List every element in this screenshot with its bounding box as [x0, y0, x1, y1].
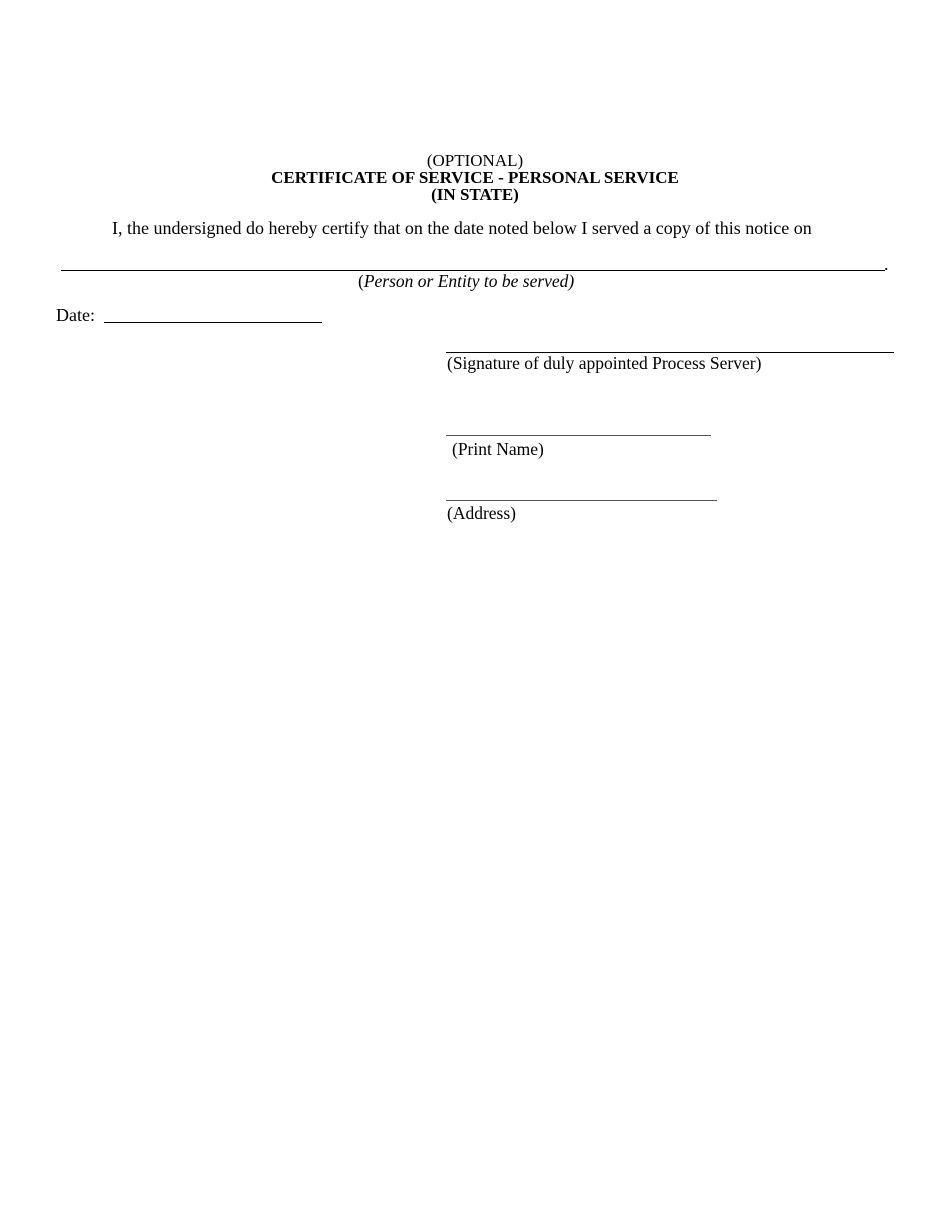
served-party-caption: (Person or Entity to be served)	[358, 271, 575, 291]
certificate-subtitle: (IN STATE)	[431, 185, 519, 204]
signature-caption: (Signature of duly appointed Process Server)	[447, 353, 762, 373]
address-line[interactable]	[446, 500, 717, 501]
served-line-period: .	[884, 254, 889, 274]
date-line[interactable]	[104, 322, 322, 323]
certificate-title: CERTIFICATE OF SERVICE - PERSONAL SERVICE	[271, 168, 679, 187]
optional-label: (OPTIONAL)	[426, 151, 524, 170]
date-label: Date:	[56, 305, 95, 325]
address-caption: (Address)	[447, 503, 517, 523]
print-name-caption: (Print Name)	[452, 439, 544, 459]
certify-statement: I, the undersigned do hereby certify that on the date noted below I served a copy of this notice on	[112, 218, 812, 238]
print-name-line[interactable]	[446, 435, 711, 436]
